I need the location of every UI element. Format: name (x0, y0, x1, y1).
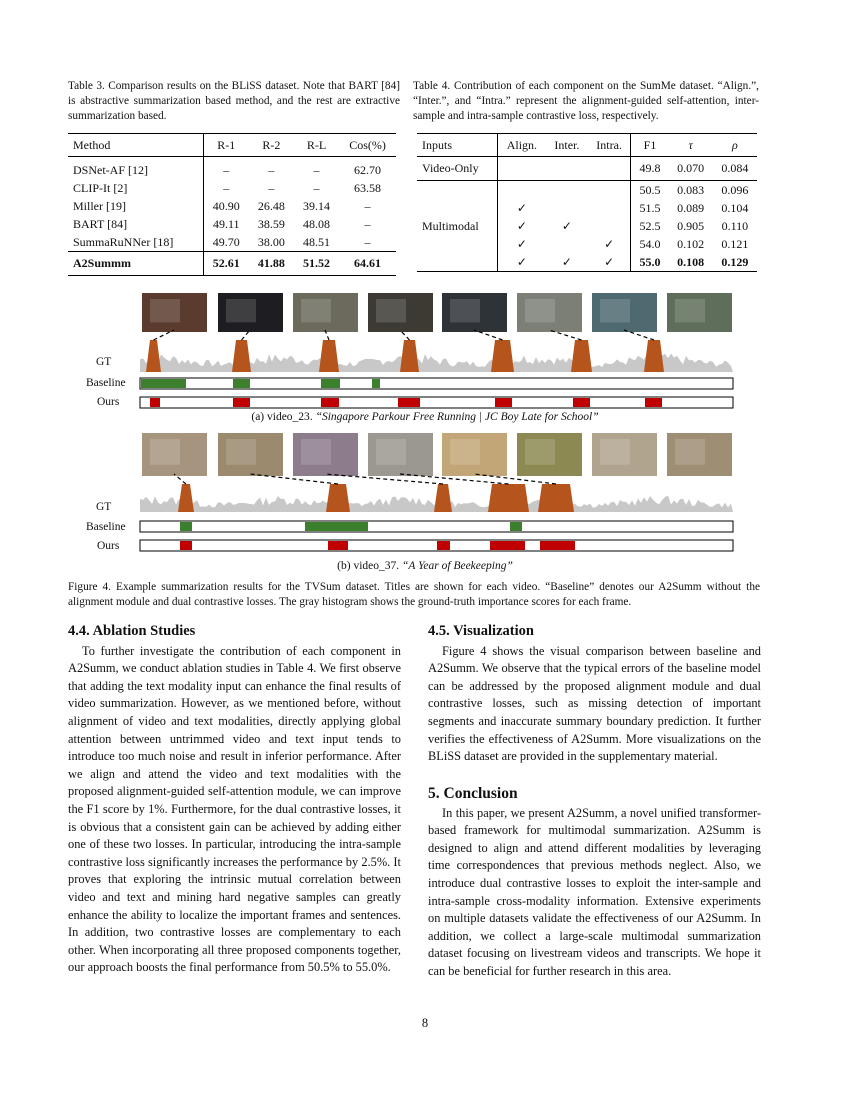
video-frame-detail (226, 439, 256, 465)
ours-track (140, 397, 733, 408)
gt-summary-peak (326, 484, 350, 512)
table3-cell: 62.70 (354, 162, 382, 177)
table3-cell: 64.61 (354, 256, 382, 270)
table4-cell: ✓ (516, 236, 527, 251)
ours-segment (645, 398, 662, 407)
table3-cell: 49.70 (212, 234, 240, 249)
table3-cell: – (364, 216, 371, 231)
table4-cell: 50.5 (639, 182, 661, 197)
table4-cell: 0.129 (721, 254, 749, 269)
label-gt-a: GT (96, 356, 112, 368)
table3-cell: 38.59 (257, 216, 285, 231)
section-body: To further investigate the contribution of each component in A2Summ, we conduct ablation studies in Table 4. We first observe that adding the text modality input can enhance the final results of video summarization. However, as we mentioned before, without alignment of video and text modalities, directly applying global attention between untrimmed video and text input tends to introduce too much noise and result in inferior performance. After we align and attend the video and text modalities with the proposed alignment-guided self-attention module, we can improve the F1 score by 1%. Furthermore, for the dual contrastive losses, it is obvious that a consistent gain can be achieved by adding either one of these two losses. In particular, introducing the intra-sample contrastive loss significantly increases the performance by 2.5%. It proves that exploring the intrinsic mutual correlation between video and text and mining hard negative samples can greatly enhance the ability to localize the important frames and sentences. In addition, two contrastive losses are complementary to each other. When incorporating all three proposed components together, our approach boosts the final performance from 50.5% to 55.0%. (68, 643, 401, 975)
table3-method: CLIP-It [2] (68, 179, 203, 197)
section-heading: 5. Conclusion (428, 785, 518, 802)
table3-caption: Table 3. Comparison results on the BLiSS dataset. Note that BART [84] is abstractive summarization based method, and the rest are extractive summarization based. (68, 80, 400, 122)
table4-cell: ✓ (561, 218, 572, 233)
table4-header: τ (688, 137, 693, 152)
table3-cell: 40.90 (212, 198, 240, 213)
section-heading: 4.4. Ablation Studies (68, 623, 196, 639)
table3-cell: – (223, 162, 230, 177)
table4-cell: 0.070 (677, 161, 705, 175)
table4-header: Align. (506, 137, 538, 152)
table3-method: BART [84] (68, 215, 203, 233)
table4-cell: 0.110 (721, 218, 749, 233)
ours-segment (540, 541, 575, 550)
gt-summary-peak (644, 340, 664, 372)
table4-multimodal-label: Multimodal (417, 217, 497, 235)
subcaption-a-prefix: (a) video_23. (251, 411, 316, 423)
video-frame-detail (376, 439, 406, 465)
baseline-segment (510, 522, 522, 531)
table4-cell: 0.104 (721, 200, 749, 215)
table4-cell: ✓ (516, 218, 527, 233)
video-frame-detail (226, 299, 256, 322)
table4-header: F1 (643, 137, 657, 152)
table3-cell: – (268, 162, 275, 177)
ours-segment (495, 398, 512, 407)
video-frame-detail (450, 299, 480, 322)
section-body: Figure 4 shows the visual comparison between baseline and A2Summ. We observe that the typical errors of the baseline model can be addressed by the proposed alignment module and dual contrastive losses, such as missing detection of important segments and inaccurate summary boundary prediction. It further verifies the effectiveness of A2Summ. More visualizations on the BLiSS dataset are provided in the supplementary material. (428, 643, 761, 764)
table3-header: R-L (306, 137, 327, 152)
table3-cell: 39.14 (303, 198, 330, 213)
baseline-track (140, 521, 733, 532)
label-ours-a: Ours (97, 396, 120, 408)
table3-method: SummaRuNNer [18] (68, 233, 203, 252)
table3-header: R-2 (262, 137, 281, 152)
table3-cell: 48.51 (303, 234, 330, 249)
ours-track (140, 540, 733, 551)
table4-header: ρ (732, 137, 738, 152)
page-number: 8 (421, 1016, 429, 1030)
baseline-segment (141, 379, 186, 388)
ours-segment (490, 541, 525, 550)
ours-segment (398, 398, 420, 407)
gt-summary-peak (571, 340, 592, 372)
section-ablation (68, 623, 401, 977)
subcaption-b-title: “A Year of Beekeeping” (402, 560, 513, 572)
table3-cell: – (313, 180, 320, 195)
baseline-segment (321, 379, 340, 388)
table4-cell: ✓ (561, 254, 572, 269)
video-frame-detail (675, 299, 705, 322)
table3-cell: – (223, 180, 230, 195)
table3-cell: 51.52 (303, 256, 330, 270)
gt-summary-peak (488, 484, 529, 512)
figure4-caption: Figure 4. Example summarization results for the TVSum dataset. Titles are shown for each video. “Baseline” denotes our A2Summ without the alignment module and dual contrastive losses. The gray histogram shows the ground-truth importance scores for each frame. (68, 581, 760, 608)
table4-cell: 54.0 (639, 236, 661, 251)
table3-cell: 63.58 (354, 180, 382, 195)
table3-method: Miller [19] (68, 197, 203, 215)
table4-cell: 0.905 (677, 218, 705, 233)
gt-summary-peak (146, 340, 161, 372)
table3-cell: 38.00 (257, 234, 285, 249)
table4-header: Inter. (554, 137, 580, 152)
subcaption-a-title: “Singapore Parkour Free Running | JC Boy Late for School” (315, 411, 599, 423)
table4-cell: 51.5 (639, 200, 661, 215)
gt-summary-peak (232, 340, 251, 372)
subcaption-b-prefix: (b) video_37. (337, 560, 402, 572)
table3-cell: – (268, 180, 275, 195)
table3-header: Cos(%) (349, 137, 386, 152)
video-frame-detail (150, 439, 180, 465)
section-visualization (428, 623, 761, 766)
table3-best-method: A2Summm (68, 252, 203, 276)
table4-header: Intra. (588, 134, 631, 157)
table3-method: DSNet-AF [12] (68, 157, 203, 180)
video-frame-detail (150, 299, 180, 322)
ours-segment (328, 541, 348, 550)
section-body: In this paper, we present A2Summ, a novel unified transformer-based framework for multimodal summarization. A2Summ is designed to align and attend different modalities by leveraging time correspondences that previous methods neglect. Also, we introduce dual contrastive losses to exploit the inter-sample and intra-sample cross-modality information. Extensive experiments on multiple datasets validate the effectiveness of our A2Summ. In addition, we collect a large-scale multimodal summarization dataset focusing on livestream videos and transcripts. We hope it can be beneficial for further research in this area. (428, 805, 761, 978)
subcaption-b (0, 560, 850, 572)
video-frame-detail (450, 439, 480, 465)
table4-cell: 49.8 (639, 161, 661, 175)
table3-header: Method (68, 134, 203, 157)
gt-summary-peak (434, 484, 452, 512)
ours-segment (150, 398, 160, 407)
baseline-track (140, 378, 733, 389)
table4-cell: 55.0 (639, 254, 661, 269)
ours-segment (233, 398, 250, 407)
table4-cell: ✓ (516, 254, 527, 269)
table4-header: Inputs (417, 134, 497, 157)
table4-cell: ✓ (588, 253, 631, 272)
table4-cell: 0.121 (721, 236, 749, 251)
table4-cell: 0.083 (677, 182, 705, 197)
table3-cell: 41.88 (257, 256, 285, 270)
gt-summary-peak (400, 340, 419, 372)
video-frame-detail (525, 299, 555, 322)
table4-cell: 0.108 (677, 254, 705, 269)
gt-summary-peak (491, 340, 514, 372)
ours-segment (321, 398, 339, 407)
video-frame-detail (675, 439, 705, 465)
label-baseline-b: Baseline (86, 521, 126, 533)
table4-cell: 0.102 (677, 236, 705, 251)
label-ours-b: Ours (97, 540, 120, 552)
video-frame-detail (600, 299, 630, 322)
table4-cell: ✓ (516, 200, 527, 215)
gt-importance-histogram (140, 353, 733, 372)
subcaption-a (0, 411, 850, 423)
baseline-segment (233, 379, 250, 388)
ours-segment (180, 541, 192, 550)
table4-cell: 0.089 (677, 200, 705, 215)
label-gt-b: GT (96, 501, 112, 513)
table4-cell: 0.084 (721, 161, 749, 175)
gt-summary-peak (538, 484, 574, 512)
section-heading: 4.5. Visualization (428, 623, 534, 639)
video-frame-detail (600, 439, 630, 465)
table3-cell: – (364, 234, 371, 249)
table3-header: R-1 (217, 137, 236, 152)
table3-cell: 48.08 (303, 216, 330, 231)
label-baseline-a: Baseline (86, 377, 126, 389)
video-frame-detail (301, 299, 331, 322)
table4-cell: 52.5 (639, 218, 661, 233)
table3-cell: – (313, 162, 320, 177)
ours-segment (437, 541, 450, 550)
table4-cell: 0.096 (721, 182, 749, 197)
baseline-segment (372, 379, 380, 388)
section-conclusion (428, 785, 761, 981)
gt-summary-peak (178, 484, 194, 512)
video-frame-detail (376, 299, 406, 322)
table4-caption: Table 4. Contribution of each component on the SumMe dataset. “Align.”, “Inter.”, and “Intra.” represent the alignment-guided self-attention, inter-sample and intra-sample contrastive loss, respectively. (413, 80, 759, 122)
gt-summary-peak (319, 340, 339, 372)
baseline-segment (305, 522, 368, 531)
table4-cell: ✓ (588, 235, 631, 253)
table3-cell: 49.11 (212, 216, 240, 231)
table3-cell: 52.61 (212, 256, 240, 270)
video-frame-detail (525, 439, 555, 465)
table3-cell: 26.48 (257, 198, 285, 213)
table4-video-only: Video-Only (417, 157, 497, 181)
video-frame-detail (301, 439, 331, 465)
table3-cell: – (364, 198, 371, 213)
baseline-segment (180, 522, 192, 531)
ours-segment (573, 398, 590, 407)
